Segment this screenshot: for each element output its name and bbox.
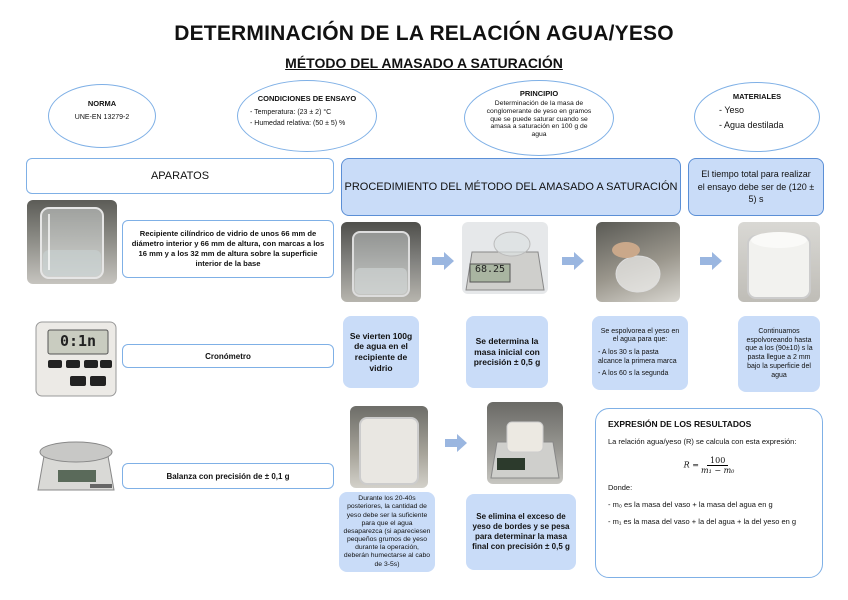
- step1-photo: [341, 222, 421, 302]
- condiciones-item: - Temperatura: (23 ± 2) °C: [250, 109, 332, 116]
- resultados-box: [595, 408, 823, 578]
- step3-card: [592, 316, 688, 390]
- resultados-intro: La relación agua/yeso (R) se calcula con esta expresión:: [608, 437, 797, 446]
- materiales-item: - Yeso: [719, 105, 745, 115]
- arrow-right-icon: [562, 252, 584, 270]
- scale-icon: [30, 432, 122, 502]
- aparato-vaso-text: Recipiente cilíndrico de vidrio de unos 66 mm de diámetro interior y 66 mm de altura, con marcas a los 16 mm y a los 32 mm de altura sobre la superficie interior de la base: [131, 229, 325, 268]
- formula-lhs: R =: [683, 460, 699, 470]
- aparato-cronometro-text: Cronómetro: [205, 351, 251, 361]
- resultados-def-m1: - m₁ es la masa del vaso + la del agua + la del yeso en g: [608, 516, 797, 526]
- aparatos-heading: APARATOS: [150, 170, 210, 182]
- norma-heading: NORMA: [87, 99, 117, 108]
- step6-photo: [487, 402, 563, 484]
- materiales-heading: MATERIALES: [732, 92, 782, 101]
- formula-denominator: m₁ − m₀: [701, 465, 735, 475]
- step4-card: [738, 316, 820, 392]
- cronometro-display: 0:1n: [59, 332, 97, 350]
- resultados-formula: [608, 456, 810, 475]
- step6-text: Se elimina el exceso de yeso de bordes y se pesa para determinar la masa final con precisión ± 0,5 g: [472, 512, 570, 551]
- condiciones-heading: CONDICIONES DE ENSAYO: [257, 94, 357, 103]
- principio-text: Determinación de la masa de conglomerante de yeso en gramos que se puede saturar cuando se amasa a saturación en 100 g de agua: [486, 100, 592, 139]
- step3-text: Se espolvorea el yeso en el agua para que:: [600, 327, 680, 344]
- procedimiento-heading: PROCEDIMIENTO DEL MÉTODO DEL AMASADO A SATURACIÓN: [344, 181, 678, 193]
- step3-photo: [596, 222, 680, 302]
- step6-card: [466, 494, 576, 570]
- glass-beaker-icon: [27, 200, 117, 284]
- norma-value: UNE-EN 13279-2: [74, 114, 130, 121]
- cronometro-photo: [34, 320, 118, 398]
- aparatos-header: [26, 158, 334, 194]
- aparato-cronometro-box: [122, 344, 334, 368]
- norma-oval: [48, 84, 156, 148]
- procedimiento-header: [341, 158, 681, 216]
- condiciones-oval: [237, 80, 377, 152]
- principio-heading: PRINCIPIO: [519, 89, 559, 98]
- balanza-photo: [30, 432, 122, 502]
- step5-card: [339, 492, 435, 572]
- tiempo-text: El tiempo total para realizar el ensayo debe ser de (120 ± 5) s: [697, 169, 815, 205]
- resultados-heading: EXPRESIÓN DE LOS RESULTADOS: [608, 419, 752, 429]
- scale-icon: [462, 222, 548, 294]
- aparato-vaso-box: [122, 220, 334, 278]
- page-subtitle: MÉTODO DEL AMASADO A SATURACIÓN: [285, 55, 563, 71]
- step3-bullet: - A los 30 s la pasta alcance la primera marca: [598, 349, 677, 365]
- resultados-donde: Donde:: [608, 482, 633, 492]
- tiempo-box: [688, 158, 824, 216]
- step2-card: [466, 316, 548, 388]
- step1-card: [343, 316, 419, 388]
- step4-text: Continuamos espolvoreando hasta que a los (90±10) s la pasta llegue a 2 mm bajo la superficie del agua: [745, 327, 813, 379]
- resultados-def-m0: - m₀ es la masa del vaso + la masa del agua en g: [608, 499, 773, 509]
- step5-photo: [350, 406, 428, 488]
- balanza-display: 68.25: [474, 264, 506, 275]
- formula-numerator: 100: [707, 456, 728, 466]
- materiales-oval: [694, 82, 820, 152]
- vaso-photo: [27, 200, 117, 284]
- step1-text: Se vierten 100g de agua en el recipiente de vidrio: [349, 330, 413, 373]
- aparato-balanza-text: Balanza con precisión de ± 0,1 g: [166, 471, 290, 481]
- arrow-right-icon: [700, 252, 722, 270]
- step3-bullet: - A los 60 s la segunda: [598, 369, 669, 377]
- step4-photo: [738, 222, 820, 302]
- step2-text: Se determina la masa inicial con precisión ± 0,5 g: [473, 336, 541, 368]
- page-title: DETERMINACIÓN DE LA RELACIÓN AGUA/YESO: [174, 22, 674, 45]
- arrow-right-icon: [445, 434, 467, 452]
- principio-oval: [464, 80, 614, 156]
- step5-text: Durante los 20-40s posteriores, la cantidad de yeso debe ser la suficiente para que el agua desaparezca (si apareciesen pequeños grumos de yeso durante la operación, deberán humectarse al cabo de 3-5s): [343, 495, 431, 568]
- step2-photo: [462, 222, 548, 294]
- arrow-right-icon: [432, 252, 454, 270]
- condiciones-item: - Humedad relativa: (50 ± 5) %: [250, 120, 346, 127]
- aparato-balanza-box: [122, 463, 334, 489]
- materiales-item: - Agua destilada: [719, 120, 784, 130]
